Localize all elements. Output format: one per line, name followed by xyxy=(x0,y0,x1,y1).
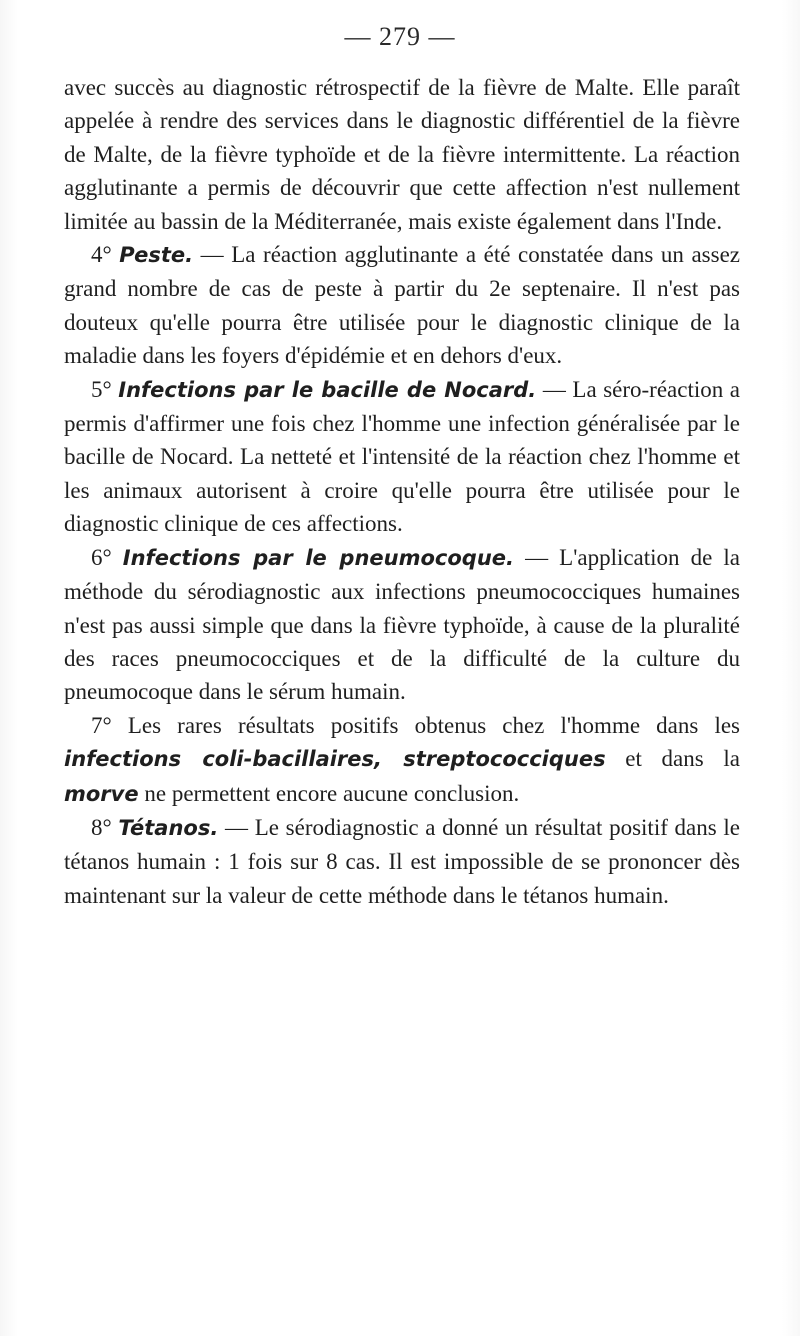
paragraph-text: — La séro-réaction a permis d'affirmer une fois chez l'homme une infection généralisée par le bacille de Nocard. La netteté et l'intensité de la réaction chez l'homme et les animaux autorisent à croire qu'elle pourra être utilisée pour le diagnostic clinique de ces affections. xyxy=(64,376,741,537)
paragraph-nocard xyxy=(64,373,740,541)
item-number: 8° xyxy=(91,814,112,840)
section-heading-nocard: Infections par le bacille de Nocard. xyxy=(118,377,537,402)
paragraph-pneumocoque xyxy=(64,541,740,709)
paragraph-text: — Le sérodiagnostic a donné un résultat positif dans le tétanos humain : 1 fois sur 8 cas. Il est impossible de se prononcer dès maintenant sur la valeur de cette méthode dans le tétanos humain. xyxy=(64,814,740,908)
paragraph-text: — La réaction agglutinante a été constatée dans un assez grand nombre de cas de peste à partir du 2e septenaire. Il n'est pas douteux qu'elle pourra être utilisée pour le diagnostic clinique de la maladie dans les foyers d'épidémie et en dehors d'eux. xyxy=(64,242,740,369)
page-body-text xyxy=(64,71,740,912)
paragraph-text: et dans la xyxy=(605,746,740,772)
item-number: 7° xyxy=(91,712,112,738)
section-heading-peste: Peste. xyxy=(119,243,194,268)
item-number: 5° xyxy=(91,376,112,402)
page-number: — 279 — xyxy=(344,22,456,51)
paragraph-malta-fever xyxy=(64,71,740,238)
paragraph-text: ne permettent encore aucune conclusion. xyxy=(138,780,520,806)
paragraph-text: Les rares résultats positifs obtenus chez l'homme dans les xyxy=(111,712,740,738)
section-heading-pneumocoque: Infections par le pneumocoque. xyxy=(122,545,514,570)
section-heading-tetanos: Tétanos. xyxy=(118,815,219,840)
section-heading-morve: morve xyxy=(64,781,139,806)
paragraph-coli-bacillaires xyxy=(64,709,740,811)
item-number: 4° xyxy=(91,242,112,268)
paragraph-text: avec succès au diagnostic rétrospectif de la fièvre de Malte. Elle paraît appelée à rendre des services dans le diagnostic différentiel de la fièvre de Malte, de la fièvre typhoïde et de la fièvre intermittente. La réaction agglutinante a permis de découvrir que cette affection n'est nullement limitée au bassin de la Méditerranée, mais existe également dans l'Inde. xyxy=(64,75,740,234)
section-heading-coli: infections coli-bacillaires, streptococciques xyxy=(64,747,606,772)
paragraph-peste xyxy=(64,238,740,373)
paragraph-tetanos xyxy=(64,811,740,912)
paragraph-text: — L'application de la méthode du sérodiagnostic aux infections pneumococciques humaines n'est pas aussi simple que dans la fièvre typhoïde, à cause de la pluralité des races pneumococciques et de la difficulté de la culture du pneumocoque dans le sérum humain. xyxy=(64,544,741,705)
item-number: 6° xyxy=(91,544,112,570)
